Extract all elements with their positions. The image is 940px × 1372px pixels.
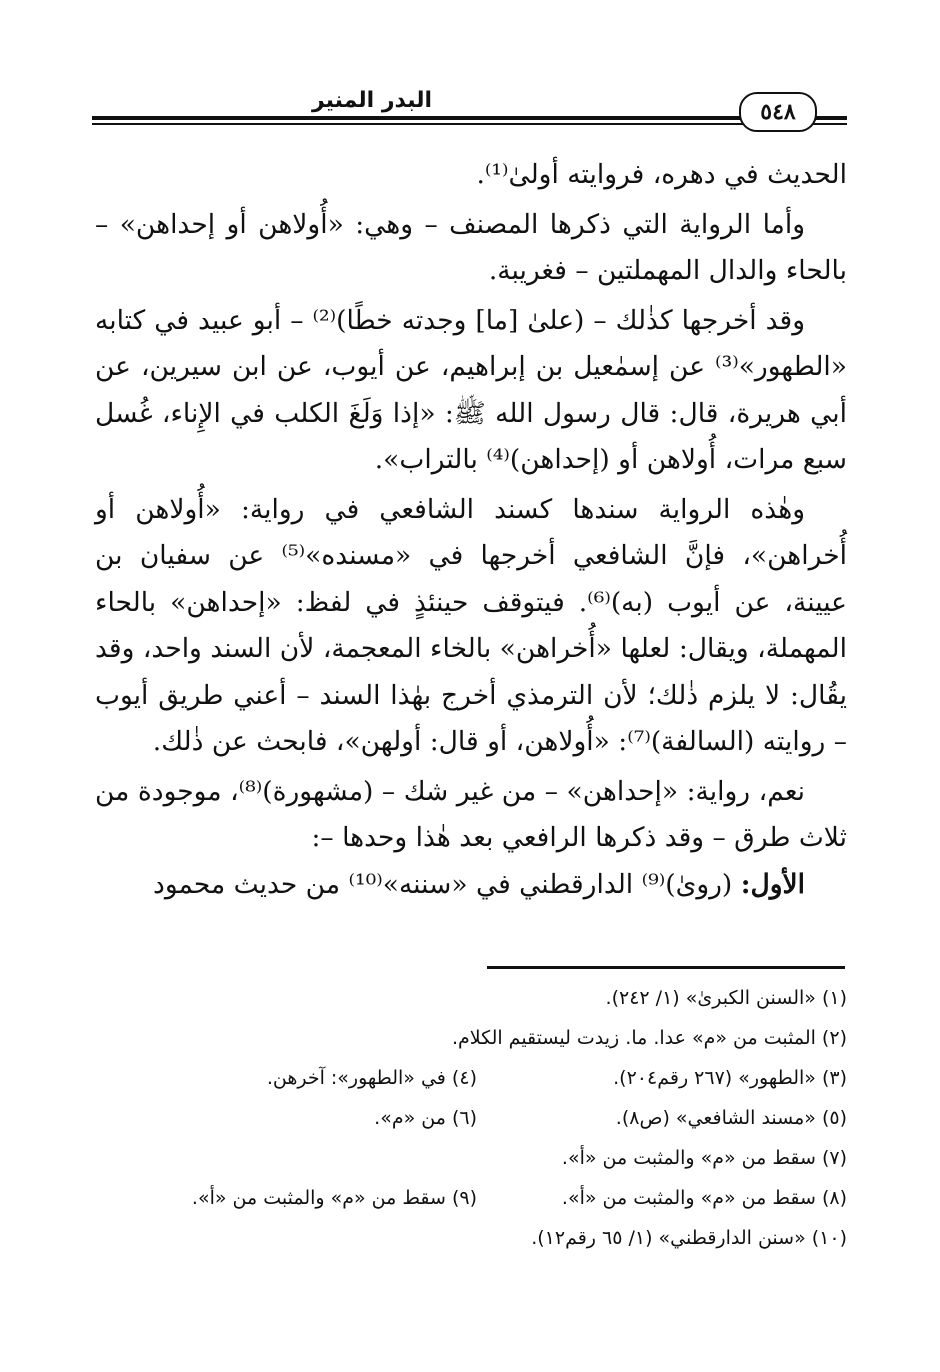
footnote-9: (٩) سقط من «م» والمثبت من «أ». <box>191 1187 477 1209</box>
header-rule-thin <box>92 123 847 125</box>
footnote-10: (١٠) «سنن الدارقطني» (١/ ٦٥ رقم١٢). <box>531 1227 847 1249</box>
paragraph <box>95 862 847 909</box>
footnotes <box>95 978 847 1258</box>
paragraph-text: (رویٰ)⁽⁹⁾ الدارقطني في «سننه»⁽¹⁰⁾ من حديث محمود <box>153 868 741 900</box>
page-header <box>92 86 847 132</box>
main-text <box>95 152 847 908</box>
footnote-5: (٥) «مسند الشافعي» (ص٨). <box>615 1107 847 1129</box>
footnote-6: (٦) من «م». <box>374 1107 477 1129</box>
section-lead-term: الأول: <box>740 868 805 900</box>
header-rule-thick <box>92 116 847 120</box>
paragraph: الحديث في دهره، فروايته أولىٰ⁽¹⁾. <box>476 159 847 190</box>
footnote-4: (٤) في «الطهور»: آخرهن. <box>266 1067 477 1089</box>
paragraph: وأما الرواية التي ذكرها المصنف – وهي: «أُولاهن أو إحداهن» – بالحاء والدال المهملتين – فغريبة. <box>95 208 847 286</box>
footnote-separator <box>487 966 845 969</box>
footnote-1: (١) «السنن الكبرىٰ» (١/ ٢٤٢). <box>605 987 847 1009</box>
footnote-2: (٢) المثبت من «م» عدا. ما. زيدت ليستقيم الكلام. <box>451 1027 847 1049</box>
paragraph: وهٰذه الرواية سندها كسند الشافعي في رواية: «أُولاهن أو أُخراهن»، فإنَّ الشافعي أخرجها في «مسنده»⁽⁵⁾ عن سفيان بن عيينة، عن أيوب (به)⁽⁶⁾. فيتوقف حينئذٍ في لفظ: «إحداهن» بالحاء المهملة، ويقال: لعلها «أُخراهن» بالخاء المعجمة، لأن السند واحد، وقد يقُال: لا يلزم ذٰلك؛ لأن الترمذي أخرج بهٰذا السند – أعني طريق أيوب – روايته (السالفة)⁽⁷⁾: «أُولاهن، أو قال: أولهن»، فابحث عن ذٰلك. <box>95 493 847 757</box>
paragraph: وقد أخرجها كذٰلك – (علىٰ [ما] وجدته خطًا)⁽²⁾ – أبو عبيد في كتابه «الطهور»⁽³⁾ عن إسمٰعيل بن إبراهيم، عن أيوب، عن ابن سيرين، عن أبي هريرة، قال: قال رسول الله ﷺ: «إذا وَلَغَ الكلب في الإِناء، غُسل سبع مرات، أُولاهن أو (إحداهن)⁽⁴⁾ بالتراب». <box>95 304 847 475</box>
footnote-7: (٧) سقط من «م» والمثبت من «أ». <box>561 1147 847 1169</box>
running-title: البدر المنير <box>311 88 432 113</box>
paragraph: نعم، رواية: «إحداهن» – من غير شك – (مشهورة)⁽⁸⁾، موجودة من ثلاث طرق – وقد ذكرها الرافعي بعد هٰذا وحدها –: <box>95 775 847 853</box>
footnote-3: (٣) «الطهور» (٢٦٧ رقم٢٠٤). <box>613 1067 847 1089</box>
footnote-8: (٨) سقط من «م» والمثبت من «أ». <box>561 1187 847 1209</box>
page-number: ٥٤٨ <box>739 92 817 132</box>
